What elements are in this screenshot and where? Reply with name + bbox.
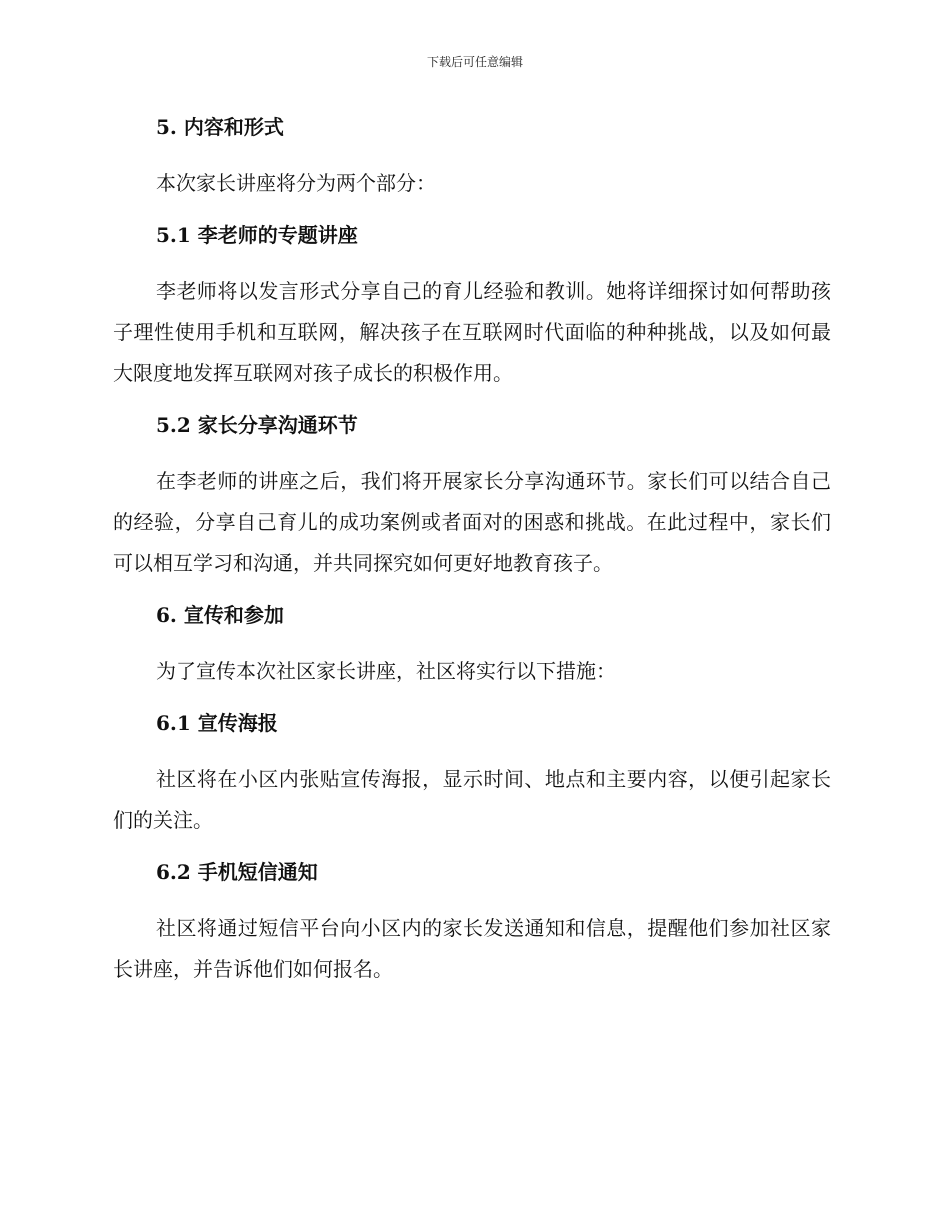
section-heading-5-1: 5.1 李老师的专题讲座 — [156, 223, 358, 247]
document-body — [113, 110, 831, 990]
section-heading-5-2: 5.2 家长分享沟通环节 — [156, 413, 358, 437]
paragraph-6-1: 社区将在小区内张贴宣传海报，显示时间、地点和主要内容，以便引起家长们的关注。 — [113, 767, 831, 832]
paragraph-6-intro: 为了宣传本次社区家长讲座，社区将实行以下措施： — [156, 659, 616, 683]
paragraph-5-intro: 本次家长讲座将分为两个部分： — [156, 171, 436, 195]
section-heading-5: 5. 内容和形式 — [156, 115, 284, 139]
page-header: 下载后可任意编辑 — [426, 55, 523, 69]
section-heading-6-1: 6.1 宣传海报 — [156, 711, 278, 735]
paragraph-5-1: 李老师将以发言形式分享自己的育儿经验和教训。她将详细探讨如何帮助孩子理性使用手机和互联网，解决孩子在互联网时代面临的种种挑战，以及如何最大限度地发挥互联网对孩子成长的积极作用。 — [113, 279, 831, 385]
paragraph-5-2: 在李老师的讲座之后，我们将开展家长分享沟通环节。家长们可以结合自己的经验，分享自己育儿的成功案例或者面对的困惑和挑战。在此过程中，家长们可以相互学习和沟通，并共同探究如何更好地教育孩子。 — [113, 469, 831, 575]
section-heading-6: 6. 宣传和参加 — [156, 603, 284, 627]
paragraph-6-2: 社区将通过短信平台向小区内的家长发送通知和信息，提醒他们参加社区家长讲座，并告诉他们如何报名。 — [113, 916, 831, 981]
section-heading-6-2: 6.2 手机短信通知 — [156, 860, 318, 884]
